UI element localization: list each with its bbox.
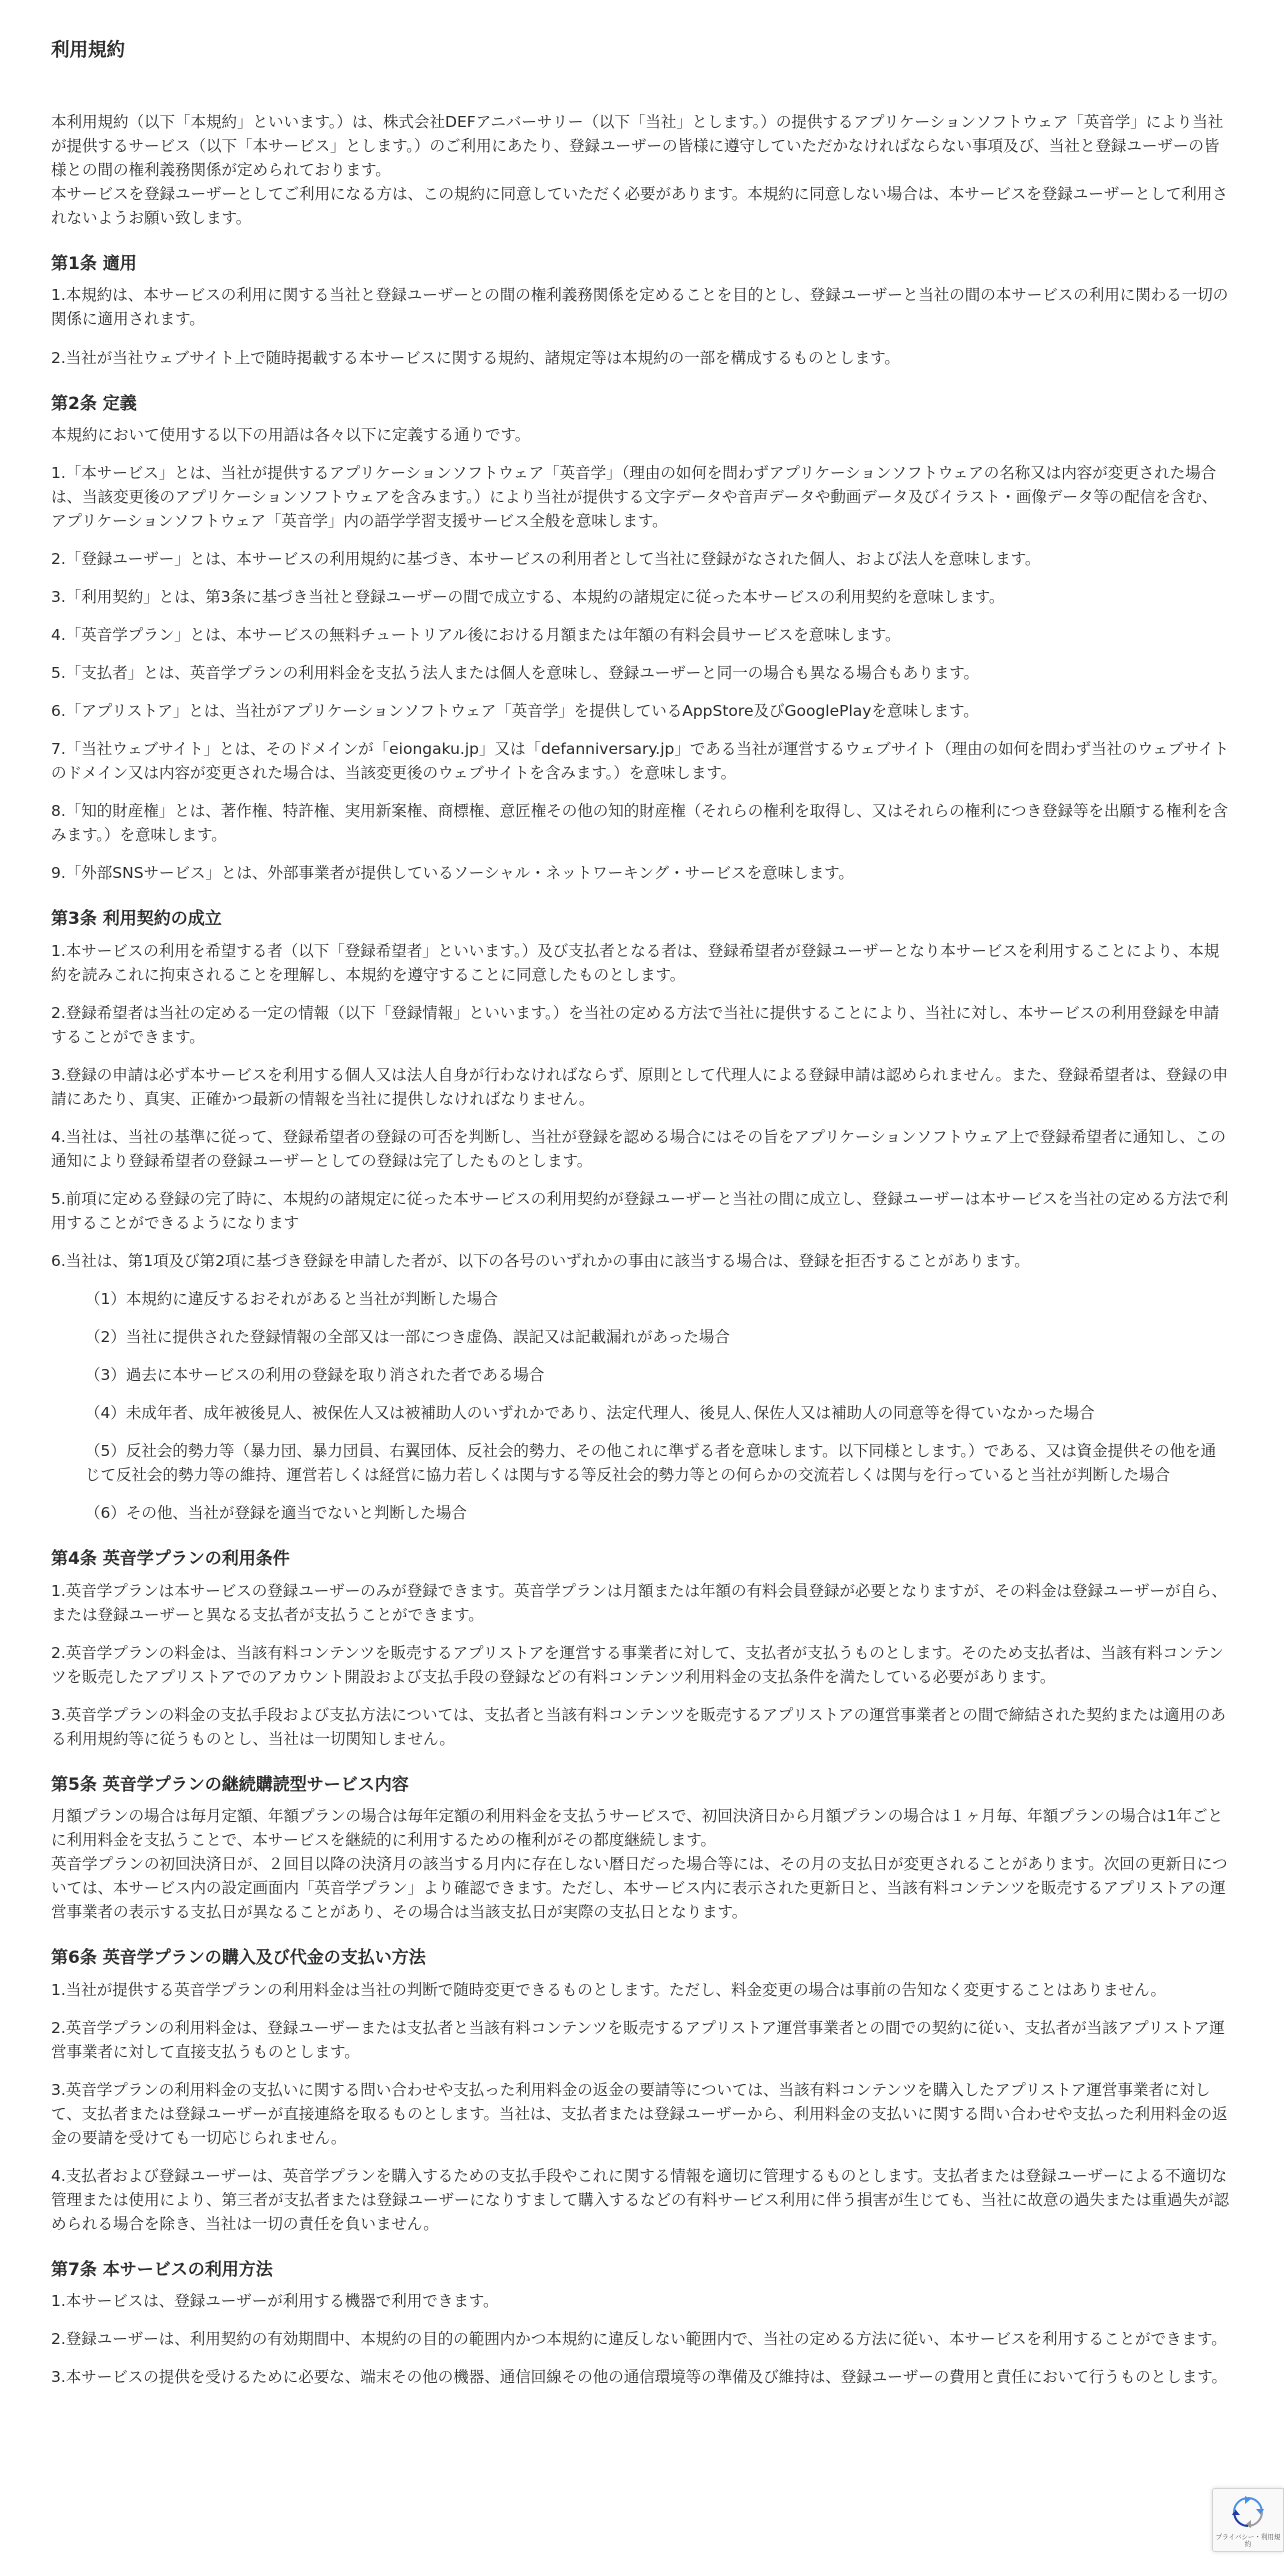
article-paragraph: 8.「知的財産権」とは、著作権、特許権、実用新案権、商標権、意匠権その他の知的財産権（それらの権利を取得し、又はそれらの権利につき登録等を出願する権利を含みます。）を意味します。 xyxy=(51,802,1228,845)
recaptcha-caption[interactable]: プライバシー・利用規約 xyxy=(1215,2533,1281,2548)
terms-document xyxy=(51,38,1231,2403)
article-paragraph: 5.「支払者」とは、英音学プランの利用料金を支払う法人または個人を意味し、登録ユーザーと同一の場合も異なる場合もあります。 xyxy=(51,664,980,683)
article-section xyxy=(51,2258,1231,2390)
article-subitem: （6）その他、当社が登録を適当でないと判断した場合 xyxy=(85,1504,467,1522)
article-paragraph: 2.「登録ユーザー」とは、本サービスの利用規約に基づき、本サービスの利用者として当社に登録がなされた個人、および法人を意味します。 xyxy=(51,550,1041,569)
article-title: 第6条 英音学プランの購入及び代金の支払い方法 xyxy=(51,1948,426,1969)
article-paragraph: 英音学プランの初回決済日が、２回目以降の決済月の該当する月内に存在しない暦日だった場合等には、その月の支払日が変更されることがあります。次回の更新日については、本サービス内の設定画面内「英音学プラン」より確認できます。ただし、本サービス内に表示された更新日と、当該有料コンテンツを販売するアプリストアの運営事業者の表示する支払日が異なることがあり、その場合は当該支払日が実際の支払日となります。 xyxy=(51,1855,1228,1922)
article-paragraph: 2.英音学プランの料金は、当該有料コンテンツを販売するアプリストアを運営する事業者に対して、支払者が支払うものとします。そのため支払者は、当該有料コンテンツを販売したアプリストアでのアカウント開設および支払手段の登録などの有料コンテンツ利用料金の支払条件を満たしている必要があります。 xyxy=(51,1643,1224,1686)
recaptcha-icon xyxy=(1232,2496,1264,2528)
article-section xyxy=(51,1773,1231,1925)
intro xyxy=(51,110,1231,230)
article-paragraph: 7.「当社ウェブサイト」とは、そのドメインが「eiongaku.jp」又は「defanniversary.jp」である当社が運営するウェブサイト（理由の如何を問わず当社のウェブサイトのドメイン又は内容が変更された場合は、当該変更後のウェブサイトを含みます。）を意味します。 xyxy=(51,740,1229,783)
article-paragraph: 1.本サービスは、登録ユーザーが利用する機器で利用できます。 xyxy=(51,2292,499,2311)
article-paragraph: 2.英音学プランの利用料金は、登録ユーザーまたは支払者と当該有料コンテンツを販売するアプリストア運営事業者との間での契約に従い、支払者が当該アプリストア運営事業者に対して直接支払うものとします。 xyxy=(51,2018,1225,2061)
article-paragraph: 3.英音学プランの料金の支払手段および支払方法については、支払者と当該有料コンテンツを販売するアプリストアの運営事業者との間で締結された契約または適用のある利用規約等に従うものとし、当社は一切関知しません。 xyxy=(51,1705,1226,1748)
article-paragraph: 3.英音学プランの利用料金の支払いに関する問い合わせや支払った利用料金の返金の要請等については、当該有料コンテンツを購入したアプリストア運営事業者に対して、支払者または登録ユーザーが直接連絡を取るものとします。当社は、支払者または登録ユーザーから、利用料金の支払いに関する問い合わせや支払った利用料金の返金の要請を受けても一切応じられません。 xyxy=(51,2080,1228,2147)
article-paragraph: 2.登録ユーザーは、利用契約の有効期間中、本規約の目的の範囲内かつ本規約に違反しない範囲内で、当社の定める方法に従い、本サービスを利用することができます。 xyxy=(51,2330,1227,2349)
articles xyxy=(51,252,1231,2389)
article-paragraph: 9.「外部SNSサービス」とは、外部事業者が提供しているソーシャル・ネットワーキング・サービスを意味します。 xyxy=(51,864,854,883)
article-subitem: （5）反社会的勢力等（暴力団、暴力団員、右翼団体、反社会的勢力、その他これに準ずる者を意味します。以下同様とします。）である、又は資金提供その他を通じて反社会的勢力等の維持、運営若しくは経営に協力若しくは関与する等反社会的勢力等との何らかの交流若しくは関与を行っていると当社が判断した場合 xyxy=(85,1441,1217,1484)
recaptcha-badge[interactable] xyxy=(1212,2488,1284,2552)
article-paragraph: 1.英音学プランは本サービスの登録ユーザーのみが登録できます。英音学プランは月額または年額の有料会員登録が必要となりますが、その料金は登録ユーザーが自ら、または登録ユーザーと異なる支払者が支払うことができます。 xyxy=(51,1581,1228,1624)
article-paragraph: 3.「利用契約」とは、第3条に基づき当社と登録ユーザーの間で成立する、本規約の諸規定に従った本サービスの利用契約を意味します。 xyxy=(51,588,1005,607)
article-section xyxy=(51,1547,1231,1751)
article-paragraph: 3.登録の申請は必ず本サービスを利用する個人又は法人自身が行わなければならず、原則として代理人による登録申請は認められません。また、登録希望者は、登録の申請にあたり、真実、正確かつ最新の情報を当社に提供しなければなりません。 xyxy=(51,1065,1228,1108)
article-title: 第7条 本サービスの利用方法 xyxy=(51,2259,273,2280)
article-paragraph: 月額プランの場合は毎月定額、年額プランの場合は毎年定額の利用料金を支払うサービスで、初回決済日から月額プランの場合は１ヶ月毎、年額プランの場合は1年ごとに利用料金を支払うことで、本サービスを継続的に利用するための権利がその都度継続します。 xyxy=(51,1807,1224,1850)
article-title: 第3条 利用契約の成立 xyxy=(51,909,222,930)
article-title: 第1条 適用 xyxy=(51,253,137,274)
article-paragraph: 5.前項に定める登録の完了時に、本規約の諸規定に従った本サービスの利用契約が登録ユーザーと当社の間に成立し、登録ユーザーは本サービスを当社の定める方法で利用することができるようになります xyxy=(51,1189,1229,1232)
article-paragraph: 4.「英音学プラン」とは、本サービスの無料チュートリアル後における月額または年額の有料会員サービスを意味します。 xyxy=(51,626,901,645)
article-section xyxy=(51,392,1231,886)
intro-paragraph: 本サービスを登録ユーザーとしてご利用になる方は、この規約に同意していただく必要があります。本規約に同意しない場合は、本サービスを登録ユーザーとして利用されないようお願い致します。 xyxy=(51,184,1228,227)
intro-paragraph: 本利用規約（以下「本規約」といいます。）は、株式会社DEFアニバーサリー（以下「当社」とします。）の提供するアプリケーションソフトウェア「英音学」により当社が提供するサービス（以下「本サービス」とします。）のご利用にあたり、登録ユーザーの皆様に遵守していただかなければならない事項及び、当社と登録ユーザーの皆様との間の権利義務関係が定められております。 xyxy=(51,112,1224,179)
article-paragraph: 本規約において使用する以下の用語は各々以下に定義する通りです。 xyxy=(51,426,531,445)
article-paragraph: 3.本サービスの提供を受けるために必要な、端末その他の機器、通信回線その他の通信環境等の準備及び維持は、登録ユーザーの費用と責任において行うものとします。 xyxy=(51,2368,1228,2387)
article-paragraph: 6.当社は、第1項及び第2項に基づき登録を申請した者が、以下の各号のいずれかの事由に該当する場合は、登録を拒否することがあります。 xyxy=(51,1251,1030,1270)
article-section xyxy=(51,1946,1231,2236)
article-title: 第4条 英音学プランの利用条件 xyxy=(51,1549,290,1570)
page-title: 利用規約 xyxy=(51,40,126,61)
article-subitem: （4）未成年者、成年被後見人、被保佐人又は被補助人のいずれかであり、法定代理人、後見人､保佐人又は補助人の同意等を得ていなかった場合 xyxy=(85,1403,1095,1422)
article-section xyxy=(51,252,1231,370)
article-paragraph: 1.当社が提供する英音学プランの利用料金は当社の判断で随時変更できるものとします。ただし、料金変更の場合は事前の告知なく変更することはありません。 xyxy=(51,1980,1166,1999)
article-section xyxy=(51,907,1231,1525)
article-subitem: （1）本規約に違反するおそれがあると当社が判断した場合 xyxy=(85,1289,498,1308)
article-paragraph: 2.登録希望者は当社の定める一定の情報（以下「登録情報」といいます。）を当社の定める方法で当社に提供することにより、当社に対し、本サービスの利用登録を申請することができます。 xyxy=(51,1003,1220,1046)
article-paragraph: 1.「本サービス」とは、当社が提供するアプリケーションソフトウェア「英音学」（理由の如何を問わずアプリケーションソフトウェアの名称又は内容が変更された場合は、当該変更後のアプリケーションソフトウェアを含みます。）により当社が提供する文字データや音声データや動画データ及びイラスト・画像データ等の配信を含む、アプリケーションソフトウェア「英音学」内の語学学習支援サービス全般を意味します。 xyxy=(51,464,1218,531)
article-subitem: （3）過去に本サービスの利用の登録を取り消された者である場合 xyxy=(85,1365,545,1384)
article-paragraph: 1.本規約は、本サービスの利用に関する当社と登録ユーザーとの間の権利義務関係を定めることを目的とし、登録ユーザーと当社の間の本サービスの利用に関わる一切の関係に適用されます。 xyxy=(51,286,1229,329)
article-paragraph: 2.当社が当社ウェブサイト上で随時掲載する本サービスに関する規約、諸規定等は本規約の一部を構成するものとします。 xyxy=(51,348,900,367)
article-title: 第2条 定義 xyxy=(51,393,137,414)
article-title: 第5条 英音学プランの継続購読型サービス内容 xyxy=(51,1774,409,1795)
article-paragraph: 4.支払者および登録ユーザーは、英音学プランを購入するための支払手段やこれに関する情報を適切に管理するものとします。支払者または登録ユーザーによる不適切な管理または使用により、第三者が支払者または登録ユーザーになりすまして購入するなどの有料サービス利用に伴う損害が生じても、当社に故意の過失または重過失が認められる場合を除き、当社は一切の責任を負いません。 xyxy=(51,2166,1230,2233)
article-paragraph: 6.「アプリストア」とは、当社がアプリケーションソフトウェア「英音学」を提供しているAppStore及びGooglePlayを意味します。 xyxy=(51,702,979,721)
article-paragraph: 4.当社は、当社の基準に従って、登録希望者の登録の可否を判断し、当社が登録を認める場合にはその旨をアプリケーションソフトウェア上で登録希望者に通知し、この通知により登録希望者の登録ユーザーとしての登録は完了したものとします。 xyxy=(51,1127,1226,1170)
article-paragraph: 1.本サービスの利用を希望する者（以下「登録希望者」といいます。）及び支払者となる者は、登録希望者が登録ユーザーとなり本サービスを利用することにより、本規約を読みこれに拘束されることを理解し、本規約を遵守することに同意したものとします。 xyxy=(51,941,1220,984)
article-subitem: （2）当社に提供された登録情報の全部又は一部につき虚偽、誤記又は記載漏れがあった場合 xyxy=(85,1327,730,1346)
